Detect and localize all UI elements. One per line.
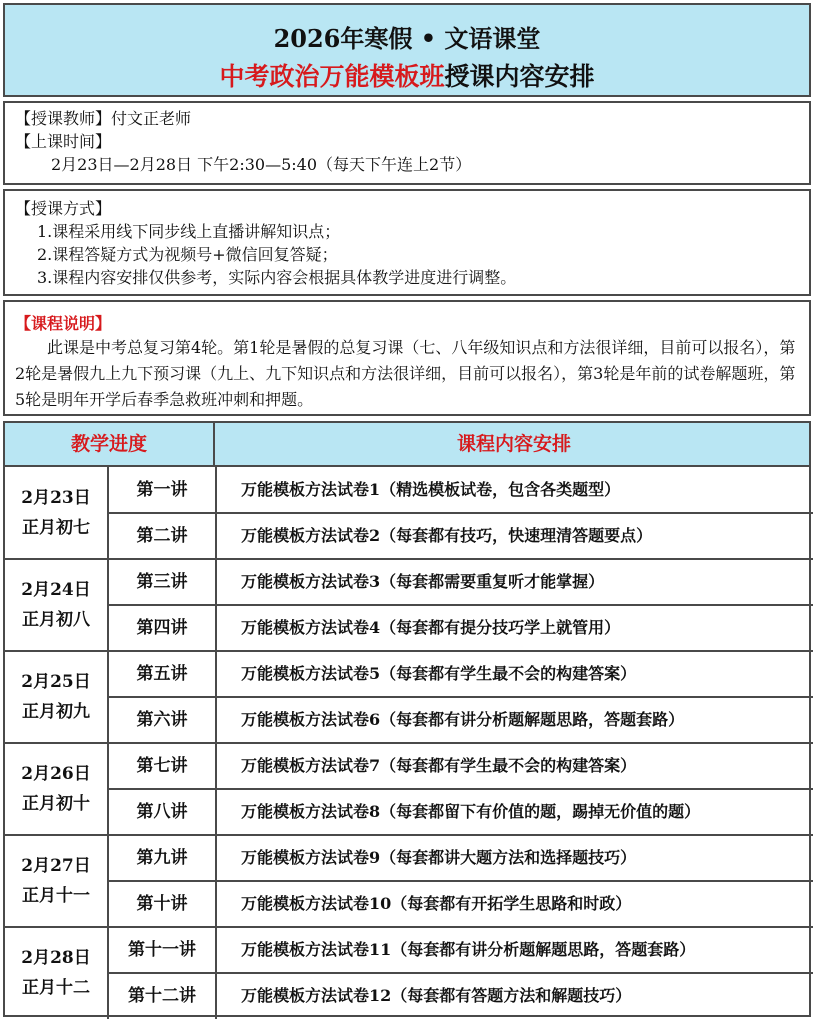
lesson-number: 第七讲 [109, 743, 217, 789]
teacher-label: 【授课教师】 [15, 109, 112, 128]
method-box [3, 189, 811, 296]
lesson-content: 万能模板方法试卷2（每套都有技巧，快速理清答题要点） [241, 526, 653, 545]
day-group [5, 835, 809, 927]
table-header [5, 423, 809, 467]
teacher-value: 付文正老师 [111, 109, 192, 128]
table-row [109, 697, 813, 743]
date-cell [5, 743, 109, 835]
time-value: 2月23日—2月28日 下午2:30—5:40（每天下午连上2节） [51, 155, 472, 174]
lesson-content: 万能模板方法试卷7（每套都有学生最不会的构建答案） [241, 756, 637, 775]
poster-title: 2026年寒假 • 文语课堂 [273, 24, 541, 53]
lesson-number: 第一讲 [109, 467, 217, 513]
lesson-number: 第五讲 [109, 651, 217, 697]
lesson-content: 万能模板方法试卷12（每套都有答题方法和解题技巧） [241, 986, 632, 1005]
lunar-date-text: 正月十一 [22, 886, 90, 906]
poster-header [3, 3, 811, 97]
method-label: 【授课方式】 [15, 199, 112, 218]
table-row [109, 467, 813, 513]
date-text: 2月24日 [21, 580, 91, 600]
course-name: 中考政治万能模板班 [219, 62, 445, 91]
lesson-number: 第十讲 [109, 881, 217, 927]
progress-header: 教学进度 [5, 423, 215, 465]
lesson-number: 第八讲 [109, 789, 217, 835]
date-text: 2月28日 [21, 948, 91, 968]
lesson-content: 万能模板方法试卷5（每套都有学生最不会的构建答案） [241, 664, 637, 683]
subtitle-suffix: 授课内容安排 [444, 62, 595, 91]
day-group [5, 927, 809, 1019]
lesson-number: 第二讲 [109, 513, 217, 559]
description-text: 此课是中考总复习第4轮。第1轮是暑假的总复习课（七、八年级知识点和方法很详细，目前可以报名），第2轮是暑假九上九下预习课（九上、九下知识点和方法很详细，目前可以报名），第3轮是年前的试卷解题班，第5轮是明年开学后春季急救班冲刺和押题。 [15, 338, 796, 409]
lesson-number: 第三讲 [109, 559, 217, 605]
table-body [5, 467, 809, 1015]
day-group [5, 559, 809, 651]
lunar-date-text: 正月初十 [22, 794, 90, 814]
table-row [109, 881, 813, 927]
date-text: 2月25日 [21, 672, 91, 692]
lesson-number: 第六讲 [109, 697, 217, 743]
lesson-content: 万能模板方法试卷9（每套都讲大题方法和选择题技巧） [241, 848, 637, 867]
day-group [5, 651, 809, 743]
lesson-content: 万能模板方法试卷11（每套都有讲分析题解题思路，答题套路） [241, 940, 696, 959]
teacher-time-box [3, 101, 811, 185]
date-text: 2月23日 [21, 488, 91, 508]
date-text: 2月27日 [21, 856, 91, 876]
lunar-date-text: 正月初七 [22, 518, 90, 538]
lesson-content: 万能模板方法试卷3（每套都需要重复听才能掌握） [241, 572, 605, 591]
table-row [109, 605, 813, 651]
lesson-content: 万能模板方法试卷10（每套都有开拓学生思路和时政） [241, 894, 632, 913]
lesson-content: 万能模板方法试卷1（精选模板试卷，包含各类题型） [241, 480, 621, 499]
teacher-row [15, 107, 799, 130]
lesson-content: 万能模板方法试卷4（每套都有提分技巧学上就管用） [241, 618, 621, 637]
date-text: 2月26日 [21, 764, 91, 784]
table-row [109, 835, 813, 881]
table-row [109, 927, 813, 973]
date-cell [5, 651, 109, 743]
lesson-content: 万能模板方法试卷8（每套都留下有价值的题，踢掉无价值的题） [241, 802, 701, 821]
day-group [5, 743, 809, 835]
lesson-number: 第九讲 [109, 835, 217, 881]
table-row [109, 789, 813, 835]
day-group [5, 467, 809, 559]
table-row [109, 973, 813, 1019]
schedule-table [3, 421, 811, 1017]
poster-subtitle [5, 57, 809, 93]
lesson-number: 第十一讲 [109, 927, 217, 973]
lunar-date-text: 正月十二 [22, 978, 90, 998]
description-label: 【课程说明】 [15, 314, 112, 333]
method-item: 1.课程采用线下同步线上直播讲解知识点； [37, 222, 341, 241]
content-header: 课程内容安排 [456, 433, 571, 455]
table-row [109, 743, 813, 789]
date-cell [5, 559, 109, 651]
date-cell [5, 467, 109, 559]
lesson-number: 第十二讲 [109, 973, 217, 1019]
lunar-date-text: 正月初八 [22, 610, 90, 630]
table-row [109, 513, 813, 559]
lesson-number: 第四讲 [109, 605, 217, 651]
time-label: 【上课时间】 [15, 132, 112, 151]
table-row [109, 651, 813, 697]
date-cell [5, 835, 109, 927]
lunar-date-text: 正月初九 [22, 702, 90, 722]
table-row [109, 559, 813, 605]
method-item: 2.课程答疑方式为视频号+微信回复答疑； [37, 245, 338, 264]
date-cell [5, 927, 109, 1019]
description-box [3, 300, 811, 416]
lesson-content: 万能模板方法试卷6（每套都有讲分析题解题思路，答题套路） [241, 710, 685, 729]
method-item: 3.课程内容安排仅供参考，实际内容会根据具体教学进度进行调整。 [37, 268, 517, 287]
